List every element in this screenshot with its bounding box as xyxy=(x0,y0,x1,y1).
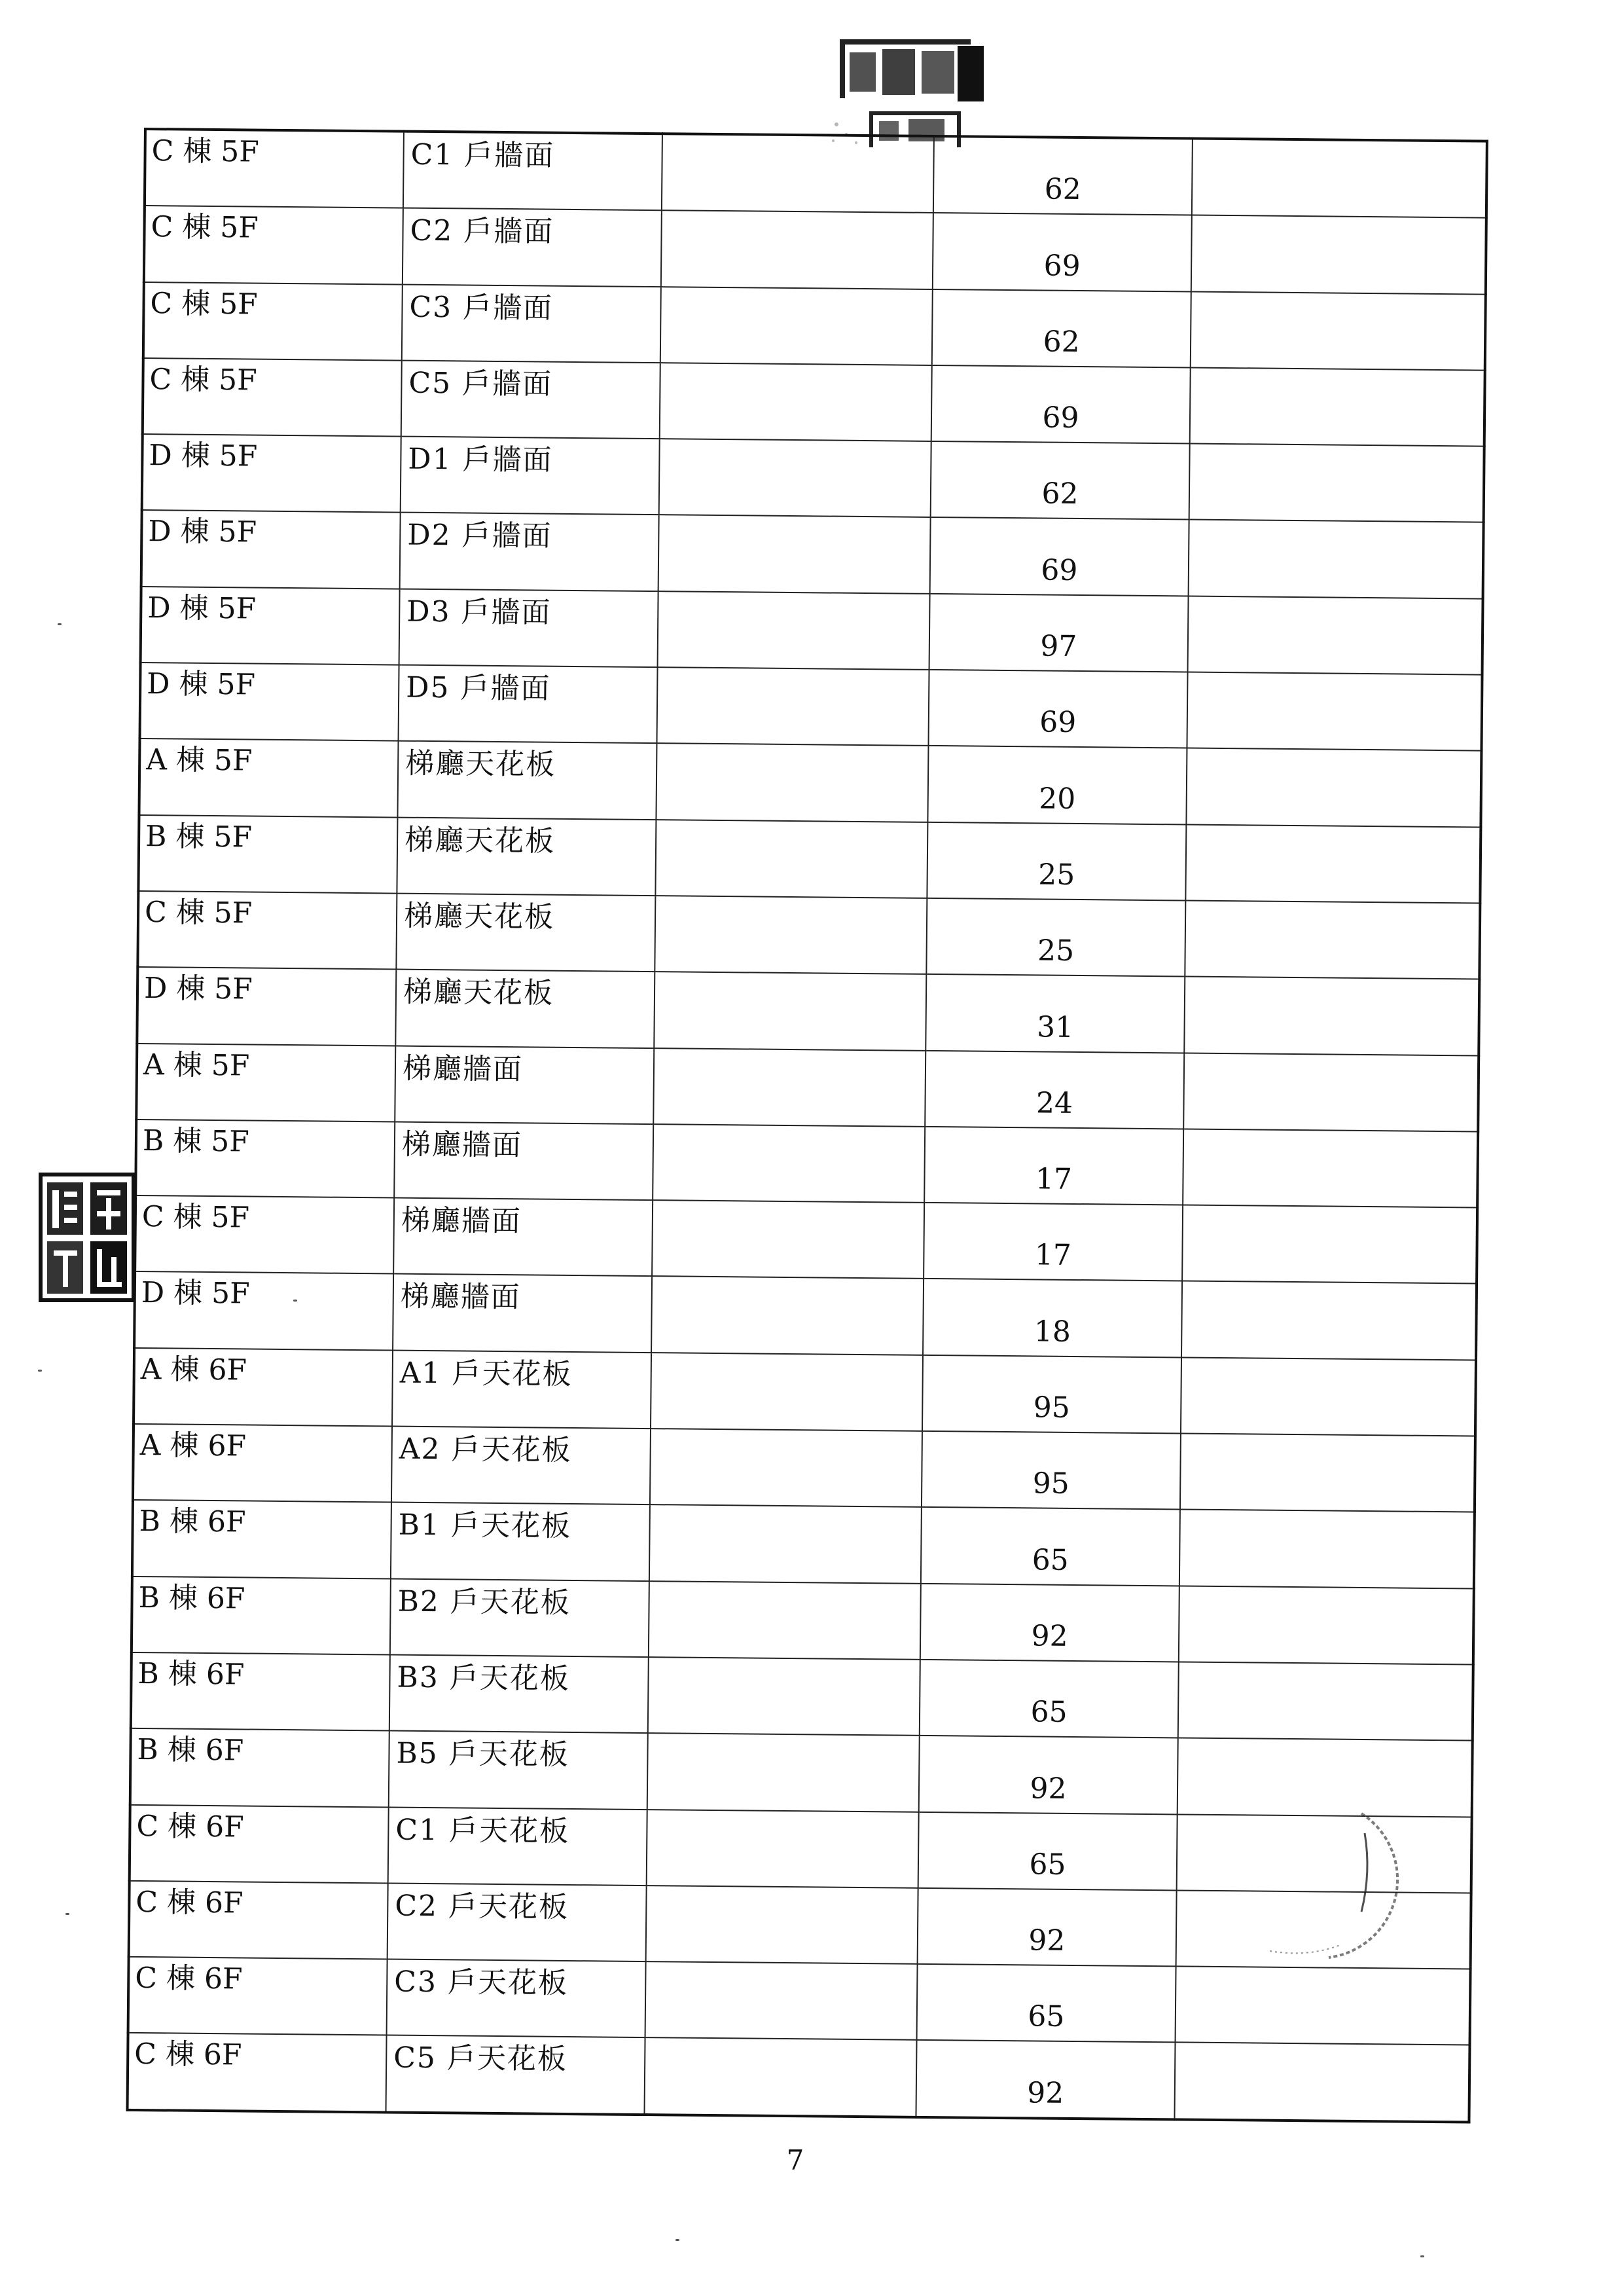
table-row xyxy=(143,358,1485,446)
value-cell-text: 62 xyxy=(1043,325,1080,359)
value-cell-text: 65 xyxy=(1028,1999,1065,2034)
building-cell-text: D 棟 5F xyxy=(143,972,253,1006)
value-cell-text: 69 xyxy=(1043,249,1081,283)
location-cell-text: B3 戶天花板 xyxy=(397,1660,571,1696)
value-cell-text: 65 xyxy=(1029,1848,1066,1882)
building-cell-text: C 棟 5F xyxy=(149,362,257,397)
location-cell xyxy=(391,1427,651,1505)
remarks-cell xyxy=(1178,1662,1473,1740)
location-cell-text: 梯廳牆面 xyxy=(401,1203,522,1239)
building-cell xyxy=(130,1804,389,1883)
remarks-cell xyxy=(1182,1205,1477,1284)
empty-cell xyxy=(660,287,933,365)
location-cell xyxy=(395,970,655,1048)
building-cell xyxy=(143,282,403,361)
stamp-top xyxy=(830,26,1000,151)
building-cell-text: C 棟 6F xyxy=(136,1809,244,1844)
remarks-cell xyxy=(1181,1281,1477,1360)
building-cell-text: D 棟 5F xyxy=(147,667,256,702)
building-cell xyxy=(136,1044,395,1122)
table-row xyxy=(130,1804,1472,1893)
remarks-cell xyxy=(1188,596,1483,674)
building-cell-text: C 棟 5F xyxy=(151,134,260,169)
building-cell-text: C 棟 6F xyxy=(135,1885,243,1920)
remarks-cell xyxy=(1190,367,1485,446)
value-cell-text: 62 xyxy=(1044,172,1081,207)
remarks-cell xyxy=(1191,291,1486,370)
location-cell xyxy=(395,1046,654,1124)
value-cell xyxy=(929,594,1189,672)
building-cell xyxy=(130,1728,389,1807)
location-cell xyxy=(388,1807,647,1886)
remarks-cell xyxy=(1181,1357,1476,1436)
value-cell-text: 62 xyxy=(1041,477,1079,511)
value-cell-text: 31 xyxy=(1036,1010,1074,1044)
value-cell-text: 25 xyxy=(1037,934,1075,968)
remarks-cell xyxy=(1185,824,1481,903)
value-cell-text: 69 xyxy=(1041,553,1078,587)
building-cell xyxy=(133,1424,392,1503)
value-cell xyxy=(920,1584,1179,1662)
empty-cell xyxy=(655,820,927,898)
table-row xyxy=(139,738,1481,827)
location-cell xyxy=(389,1731,648,1810)
empty-cell xyxy=(650,1429,922,1507)
value-cell-text: 92 xyxy=(1030,1771,1067,1806)
location-cell xyxy=(399,665,658,744)
empty-cell xyxy=(651,1277,924,1355)
building-cell-text: C 棟 5F xyxy=(141,1200,250,1235)
remarks-cell xyxy=(1177,1814,1472,1893)
building-cell-text: A 棟 5F xyxy=(146,743,253,778)
speck xyxy=(38,1370,42,1372)
value-cell-text: 92 xyxy=(1027,2076,1064,2110)
location-cell xyxy=(401,360,660,439)
value-cell xyxy=(924,1203,1183,1281)
building-cell xyxy=(134,1348,393,1427)
value-cell xyxy=(916,2040,1175,2119)
building-cell-text: C 棟 6F xyxy=(135,1961,243,1996)
value-cell xyxy=(927,746,1187,824)
table-row xyxy=(128,2033,1470,2122)
building-cell-text: C 棟 5F xyxy=(151,210,259,245)
building-cell xyxy=(128,2033,387,2112)
location-cell-text: 梯廳天花板 xyxy=(404,747,556,782)
building-cell-text: D 棟 5F xyxy=(147,591,257,626)
value-cell xyxy=(930,517,1189,596)
value-cell xyxy=(933,136,1193,215)
location-cell-text: C5 戶天花板 xyxy=(393,2041,568,2077)
remarks-cell xyxy=(1176,1967,1471,2045)
value-cell xyxy=(922,1431,1181,1510)
location-cell-text: C1 戶天花板 xyxy=(395,1813,570,1848)
value-cell xyxy=(920,1660,1179,1738)
building-cell-text: C 棟 6F xyxy=(134,2037,242,2072)
location-cell xyxy=(389,1654,649,1733)
remarks-cell xyxy=(1183,1053,1479,1131)
location-cell xyxy=(390,1578,649,1657)
value-cell xyxy=(924,1127,1183,1205)
empty-cell xyxy=(644,2037,916,2117)
table-container xyxy=(126,128,1486,2123)
building-cell xyxy=(129,1881,388,1959)
empty-cell xyxy=(647,1810,919,1888)
table-row xyxy=(135,1195,1477,1284)
location-cell-text: D3 戶牆面 xyxy=(406,594,552,630)
value-cell xyxy=(926,898,1185,977)
value-cell xyxy=(925,1050,1184,1129)
empty-cell xyxy=(660,363,932,441)
building-cell-text: C 棟 5F xyxy=(150,286,258,321)
building-cell xyxy=(142,434,401,513)
location-cell-text: B1 戶天花板 xyxy=(398,1508,572,1544)
building-cell xyxy=(137,891,397,970)
table-row xyxy=(145,129,1487,218)
remarks-cell xyxy=(1178,1738,1473,1817)
table-row xyxy=(144,206,1486,294)
location-cell-text: C3 戶天花板 xyxy=(394,1965,569,2001)
location-cell xyxy=(393,1274,652,1353)
remarks-cell xyxy=(1180,1434,1475,1512)
value-cell-text: 92 xyxy=(1028,1923,1066,1958)
remarks-cell xyxy=(1192,139,1487,218)
speck xyxy=(1420,2255,1424,2257)
empty-cell xyxy=(659,439,931,517)
value-cell-text: 20 xyxy=(1039,782,1076,816)
empty-cell xyxy=(656,667,929,746)
location-cell xyxy=(400,513,659,591)
remarks-cell xyxy=(1189,444,1484,522)
value-cell-text: 97 xyxy=(1040,629,1077,664)
value-cell xyxy=(917,1964,1176,2043)
data-table xyxy=(126,128,1488,2124)
remarks-cell xyxy=(1174,2043,1469,2123)
table-row xyxy=(141,510,1484,598)
building-cell xyxy=(141,587,400,665)
location-cell-text: A1 戶天花板 xyxy=(399,1356,573,1391)
table-row xyxy=(132,1500,1475,1588)
empty-cell xyxy=(661,210,933,289)
building-cell-text: D 棟 5F xyxy=(141,1276,250,1311)
building-cell xyxy=(139,738,398,817)
building-cell-text: B 棟 6F xyxy=(137,1656,245,1692)
value-cell xyxy=(923,1279,1182,1357)
building-cell xyxy=(144,206,403,284)
location-cell-text: C5 戶牆面 xyxy=(408,366,553,401)
empty-cell xyxy=(654,972,926,1050)
location-cell xyxy=(397,741,656,820)
value-cell xyxy=(933,213,1192,291)
location-cell xyxy=(392,1350,651,1429)
building-cell xyxy=(137,967,396,1046)
building-cell-text: C 棟 5F xyxy=(144,896,253,930)
building-cell-text: B 棟 5F xyxy=(145,819,253,854)
location-cell xyxy=(403,132,662,211)
table-row xyxy=(140,663,1483,751)
building-cell xyxy=(140,663,399,741)
location-cell xyxy=(387,1959,646,2038)
empty-cell xyxy=(647,1733,920,1812)
empty-cell xyxy=(649,1504,922,1583)
building-cell-text: D 棟 5F xyxy=(149,439,258,473)
value-cell-text: 65 xyxy=(1032,1543,1069,1577)
table-row xyxy=(132,1576,1474,1665)
value-cell xyxy=(919,1736,1178,1814)
empty-cell xyxy=(658,591,930,670)
building-cell xyxy=(128,1957,387,2035)
table-row xyxy=(142,434,1484,522)
table-row xyxy=(134,1271,1477,1360)
table-row xyxy=(129,1881,1471,1969)
table-row xyxy=(143,282,1486,371)
location-cell-text: D5 戶牆面 xyxy=(406,670,551,706)
location-cell xyxy=(401,437,660,515)
location-cell-text: C2 戶牆面 xyxy=(410,213,554,249)
location-cell xyxy=(402,284,661,363)
value-cell-text: 95 xyxy=(1032,1467,1070,1501)
remarks-cell xyxy=(1183,1129,1478,1207)
remarks-cell xyxy=(1186,748,1481,827)
value-cell-text: 95 xyxy=(1033,1391,1071,1425)
location-cell xyxy=(403,208,662,287)
table-row xyxy=(131,1652,1473,1741)
value-cell xyxy=(927,822,1186,901)
remarks-cell xyxy=(1179,1586,1474,1664)
page-number: 7 xyxy=(786,2144,804,2176)
location-cell-text: C3 戶牆面 xyxy=(409,290,554,325)
table-body xyxy=(128,129,1487,2122)
value-cell xyxy=(926,974,1185,1053)
seal-left xyxy=(38,1172,136,1303)
empty-cell xyxy=(653,1124,925,1203)
location-cell-text: B5 戶天花板 xyxy=(396,1736,570,1772)
location-cell xyxy=(396,894,655,972)
building-cell-text: A 棟 6F xyxy=(140,1352,247,1387)
table-row xyxy=(138,815,1481,903)
value-cell xyxy=(918,1888,1177,1967)
remarks-cell xyxy=(1191,215,1486,294)
value-cell xyxy=(922,1355,1181,1434)
table-row xyxy=(137,891,1480,979)
location-cell-text: 梯廳牆面 xyxy=(402,1051,524,1086)
building-cell xyxy=(143,358,402,437)
remarks-cell xyxy=(1179,1510,1475,1588)
empty-cell xyxy=(651,1353,923,1431)
empty-cell xyxy=(652,1200,924,1279)
empty-cell xyxy=(662,134,934,213)
location-cell xyxy=(394,1121,653,1200)
value-cell-text: 24 xyxy=(1035,1086,1073,1120)
building-cell-text: B 棟 6F xyxy=(137,1733,244,1768)
building-cell-text: D 棟 5F xyxy=(148,515,257,550)
value-cell xyxy=(932,289,1191,368)
location-cell-text: D2 戶牆面 xyxy=(407,519,552,554)
location-cell-text: C2 戶天花板 xyxy=(395,1889,569,1924)
empty-cell xyxy=(658,515,931,594)
remarks-cell xyxy=(1184,977,1479,1055)
remarks-cell xyxy=(1187,672,1482,751)
value-cell-text: 69 xyxy=(1042,401,1079,435)
location-cell xyxy=(399,589,658,667)
table-row xyxy=(141,587,1483,675)
location-cell-text: B2 戶天花板 xyxy=(397,1584,571,1620)
building-cell-text: B 棟 6F xyxy=(139,1504,246,1539)
building-cell xyxy=(131,1652,390,1731)
table-row xyxy=(130,1728,1473,1817)
location-cell-text: 梯廳天花板 xyxy=(403,899,555,934)
location-cell-text: 梯廳牆面 xyxy=(401,1127,523,1163)
location-cell xyxy=(393,1198,653,1277)
location-cell-text: 梯廳天花板 xyxy=(403,975,554,1011)
location-cell xyxy=(397,817,656,896)
empty-cell xyxy=(646,1886,918,1964)
location-cell xyxy=(386,2035,645,2115)
empty-cell xyxy=(655,896,927,974)
value-cell xyxy=(921,1507,1180,1586)
empty-cell xyxy=(645,1961,918,2040)
table-row xyxy=(128,1957,1471,2045)
empty-cell xyxy=(649,1581,921,1660)
building-cell xyxy=(132,1576,391,1655)
empty-cell xyxy=(656,744,928,822)
building-cell xyxy=(132,1500,391,1578)
building-cell xyxy=(145,129,404,208)
value-cell-text: 25 xyxy=(1037,858,1075,892)
location-cell xyxy=(387,1883,647,1961)
building-cell-text: B 棟 5F xyxy=(142,1123,250,1159)
speck xyxy=(675,2239,679,2241)
value-cell-text: 92 xyxy=(1031,1619,1068,1653)
building-cell xyxy=(141,510,401,589)
building-cell xyxy=(135,1120,395,1198)
value-cell xyxy=(931,365,1191,444)
table-row xyxy=(137,967,1479,1055)
table-row xyxy=(134,1348,1476,1436)
location-cell xyxy=(391,1503,650,1581)
building-cell xyxy=(135,1195,394,1274)
empty-cell xyxy=(653,1048,926,1127)
value-cell-text: 17 xyxy=(1034,1238,1072,1273)
value-cell-text: 18 xyxy=(1034,1315,1071,1349)
location-cell-text: 梯廳牆面 xyxy=(400,1280,522,1315)
building-cell xyxy=(138,815,397,894)
speck xyxy=(58,623,62,625)
table-row xyxy=(135,1120,1478,1208)
location-cell-text: D1 戶牆面 xyxy=(408,442,553,477)
remarks-cell xyxy=(1189,520,1484,598)
location-cell-text: A2 戶天花板 xyxy=(399,1432,572,1468)
table-row xyxy=(133,1424,1475,1512)
location-cell-text: C1 戶牆面 xyxy=(410,137,555,173)
location-cell-text: 梯廳天花板 xyxy=(404,823,556,858)
remarks-cell xyxy=(1176,1890,1471,1969)
building-cell-text: A 棟 5F xyxy=(143,1048,250,1083)
value-cell-text: 69 xyxy=(1039,705,1077,740)
value-cell xyxy=(918,1812,1178,1890)
building-cell-text: A 棟 6F xyxy=(139,1429,247,1463)
table-row xyxy=(136,1044,1479,1132)
building-cell-text: B 棟 6F xyxy=(138,1580,245,1616)
remarks-cell xyxy=(1185,900,1480,979)
value-cell-text: 17 xyxy=(1035,1162,1073,1197)
value-cell xyxy=(931,441,1190,520)
value-cell xyxy=(928,670,1187,748)
speck xyxy=(65,1913,69,1915)
empty-cell xyxy=(648,1657,920,1736)
building-cell xyxy=(134,1271,393,1350)
value-cell-text: 65 xyxy=(1030,1695,1068,1730)
